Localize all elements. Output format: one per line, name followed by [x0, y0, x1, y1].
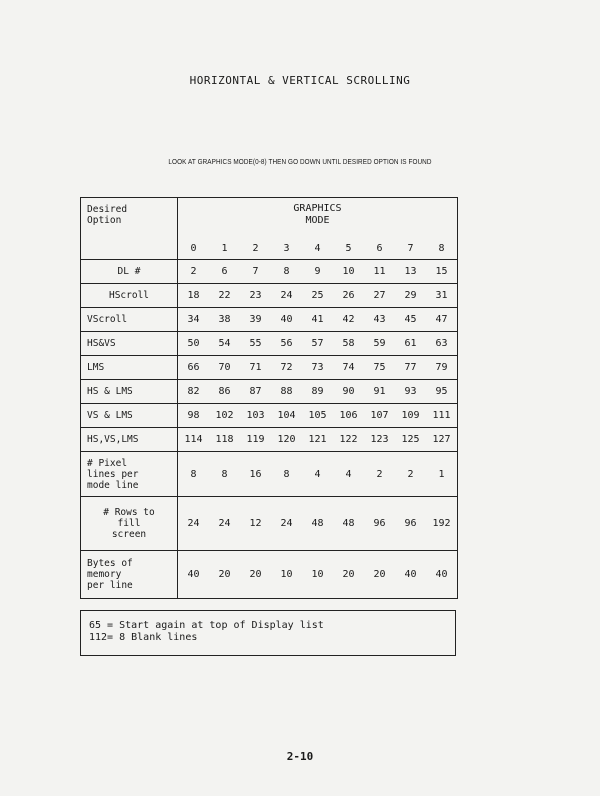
option-label-line: # Pixel: [87, 457, 128, 469]
table-cell: 111: [432, 410, 451, 421]
option-label: LMS: [81, 356, 178, 380]
table-cell: 48: [342, 518, 355, 529]
mode-number: 6: [376, 243, 383, 254]
table-cell: 13: [404, 266, 417, 277]
table-cell: 71: [249, 362, 262, 373]
option-header-cell: [81, 198, 178, 260]
table-cell: 15: [435, 266, 448, 277]
scrolling-table: [80, 197, 458, 599]
mode-number: 3: [283, 243, 290, 254]
table-cell: 10: [280, 569, 293, 580]
option-label: HS&VS: [81, 332, 178, 356]
table-cell: 24: [187, 518, 200, 529]
table-row: [81, 551, 458, 599]
table-cell: 73: [311, 362, 324, 373]
table-cell: 123: [370, 434, 389, 445]
table-cell: 91: [373, 386, 386, 397]
table-cell: 4: [314, 468, 321, 480]
table-cell: 118: [215, 434, 234, 445]
table-cell: 120: [277, 434, 296, 445]
table-cell: 2: [376, 468, 383, 480]
table-cell: 102: [215, 410, 234, 421]
table-row: [81, 260, 458, 284]
table-cell: 27: [373, 290, 386, 301]
table-cell: 22: [218, 290, 231, 301]
row-values: [178, 308, 458, 332]
table-cell: 86: [218, 386, 231, 397]
table-cell: 75: [373, 362, 386, 373]
table-cell: 82: [187, 386, 200, 397]
mode-number: 5: [345, 243, 352, 254]
table-cell: 66: [187, 362, 200, 373]
row-values: [178, 356, 458, 380]
table-cell: 89: [311, 386, 324, 397]
table-cell: 79: [435, 362, 448, 373]
mode-number: 4: [314, 243, 321, 254]
row-values: [178, 380, 458, 404]
table-row: [81, 428, 458, 452]
table-cell: 6: [221, 266, 228, 277]
table-cell: 1: [438, 468, 445, 480]
table-cell: 45: [404, 314, 417, 325]
table-cell: 114: [184, 434, 203, 445]
mode-header-cell: [178, 198, 458, 260]
table-cell: 10: [342, 266, 355, 277]
table-cell: 9: [314, 266, 321, 277]
table-cell: 119: [246, 434, 265, 445]
table-row: [81, 404, 458, 428]
table-cell: 40: [187, 569, 200, 580]
table-cell: 47: [435, 314, 448, 325]
table-row: [81, 308, 458, 332]
table-cell: 8: [283, 468, 290, 480]
table-cell: 23: [249, 290, 262, 301]
table-cell: 127: [432, 434, 451, 445]
table-cell: 103: [246, 410, 265, 421]
table-cell: 8: [221, 468, 228, 480]
mode-number: 0: [190, 243, 197, 254]
row-values: [178, 332, 458, 356]
table-cell: 18: [187, 290, 200, 301]
table-cell: 98: [187, 410, 200, 421]
table-cell: 96: [373, 518, 386, 529]
table-cell: 56: [280, 338, 293, 349]
mode-header-line: MODE: [305, 215, 330, 226]
table-cell: 74: [342, 362, 355, 373]
table-cell: 40: [435, 569, 448, 580]
option-label: DL #: [81, 260, 178, 284]
option-label-line: lines per: [87, 468, 139, 480]
option-header-line: Desired: [87, 204, 128, 215]
table-cell: 88: [280, 386, 293, 397]
row-values: [178, 497, 458, 551]
row-values: [178, 284, 458, 308]
table-cell: 96: [404, 518, 417, 529]
table-cell: 2: [407, 468, 414, 480]
table-row: [81, 452, 458, 497]
note-line: 112= 8 Blank lines: [89, 632, 198, 643]
option-label-line: # Rows to: [103, 507, 155, 518]
table-cell: 63: [435, 338, 448, 349]
table-cell: 24: [280, 290, 293, 301]
notes-box: [80, 610, 456, 656]
table-cell: 24: [218, 518, 231, 529]
table-cell: 43: [373, 314, 386, 325]
table-cell: 20: [249, 569, 262, 580]
mode-number: 8: [438, 243, 445, 254]
table-cell: 50: [187, 338, 200, 349]
table-cell: 16: [249, 468, 262, 480]
option-label: [81, 497, 178, 551]
table-cell: 54: [218, 338, 231, 349]
table-cell: 41: [311, 314, 324, 325]
row-values: [178, 551, 458, 599]
option-label-line: mode line: [87, 479, 139, 491]
note-line: 65 = Start again at top of Display list: [89, 620, 324, 631]
table-cell: 58: [342, 338, 355, 349]
table-cell: 8: [190, 468, 197, 480]
option-label-line: screen: [111, 529, 147, 540]
table-row: [81, 497, 458, 551]
table-row: [81, 380, 458, 404]
table-cell: 38: [218, 314, 231, 325]
table-cell: 95: [435, 386, 448, 397]
table-cell: 121: [308, 434, 327, 445]
table-cell: 7: [252, 266, 259, 277]
table-cell: 122: [339, 434, 358, 445]
table-cell: 20: [342, 569, 355, 580]
mode-number: 1: [221, 243, 228, 254]
table-cell: 4: [345, 468, 352, 480]
mode-number: 7: [407, 243, 414, 254]
table-cell: 70: [218, 362, 231, 373]
page-number: 2-10: [286, 750, 314, 763]
table-cell: 34: [187, 314, 200, 325]
option-label-line: per line: [87, 580, 133, 591]
table-cell: 31: [435, 290, 448, 301]
option-label: [81, 551, 178, 599]
table-cell: 87: [249, 386, 262, 397]
option-label: VScroll: [81, 308, 178, 332]
table-row: [81, 332, 458, 356]
table-cell: 20: [373, 569, 386, 580]
option-label: VS & LMS: [81, 404, 178, 428]
table-cell: 26: [342, 290, 355, 301]
option-label: HS & LMS: [81, 380, 178, 404]
table-cell: 109: [401, 410, 420, 421]
table-cell: 40: [280, 314, 293, 325]
table-cell: 77: [404, 362, 417, 373]
option-label-line: fill: [117, 518, 141, 529]
table-cell: 72: [280, 362, 293, 373]
table-cell: 106: [339, 410, 358, 421]
table-cell: 40: [404, 569, 417, 580]
table-cell: 12: [249, 518, 262, 529]
table-cell: 10: [311, 569, 324, 580]
table-cell: 105: [308, 410, 327, 421]
mode-header-line: GRAPHICS: [293, 203, 342, 214]
option-label: HScroll: [81, 284, 178, 308]
page-title: HORIZONTAL & VERTICAL SCROLLING: [189, 74, 411, 87]
instruction-text: LOOK AT GRAPHICS MODE(0-8) THEN GO DOWN UNTIL DESIRED OPTION IS FOUND: [168, 157, 432, 166]
table-cell: 8: [283, 266, 290, 277]
table-cell: 57: [311, 338, 324, 349]
table-cell: 48: [311, 518, 324, 529]
table-row: [81, 284, 458, 308]
option-label: HS,VS,LMS: [81, 428, 178, 452]
table-cell: 55: [249, 338, 262, 349]
mode-number: 2: [252, 243, 259, 254]
table-cell: 104: [277, 410, 296, 421]
table-cell: 25: [311, 290, 324, 301]
table-cell: 29: [404, 290, 417, 301]
table-cell: 61: [404, 338, 417, 349]
option-label: [81, 452, 178, 497]
table-cell: 90: [342, 386, 355, 397]
table-cell: 59: [373, 338, 386, 349]
table-cell: 93: [404, 386, 417, 397]
option-label-line: memory: [87, 569, 122, 580]
table-cell: 107: [370, 410, 389, 421]
table-cell: 2: [190, 266, 197, 277]
table-cell: 192: [432, 518, 451, 529]
option-header-line: Option: [87, 215, 122, 226]
row-values: [178, 452, 458, 497]
table-cell: 39: [249, 314, 262, 325]
option-label-line: Bytes of: [87, 558, 133, 569]
table-cell: 125: [401, 434, 420, 445]
mode-numbers: [178, 243, 457, 258]
table-cell: 42: [342, 314, 355, 325]
table-row: [81, 356, 458, 380]
row-values: [178, 260, 458, 284]
row-values: [178, 404, 458, 428]
header-row: [81, 198, 458, 260]
table-cell: 24: [280, 518, 293, 529]
row-values: [178, 428, 458, 452]
table-cell: 20: [218, 569, 231, 580]
table-cell: 11: [373, 266, 386, 277]
